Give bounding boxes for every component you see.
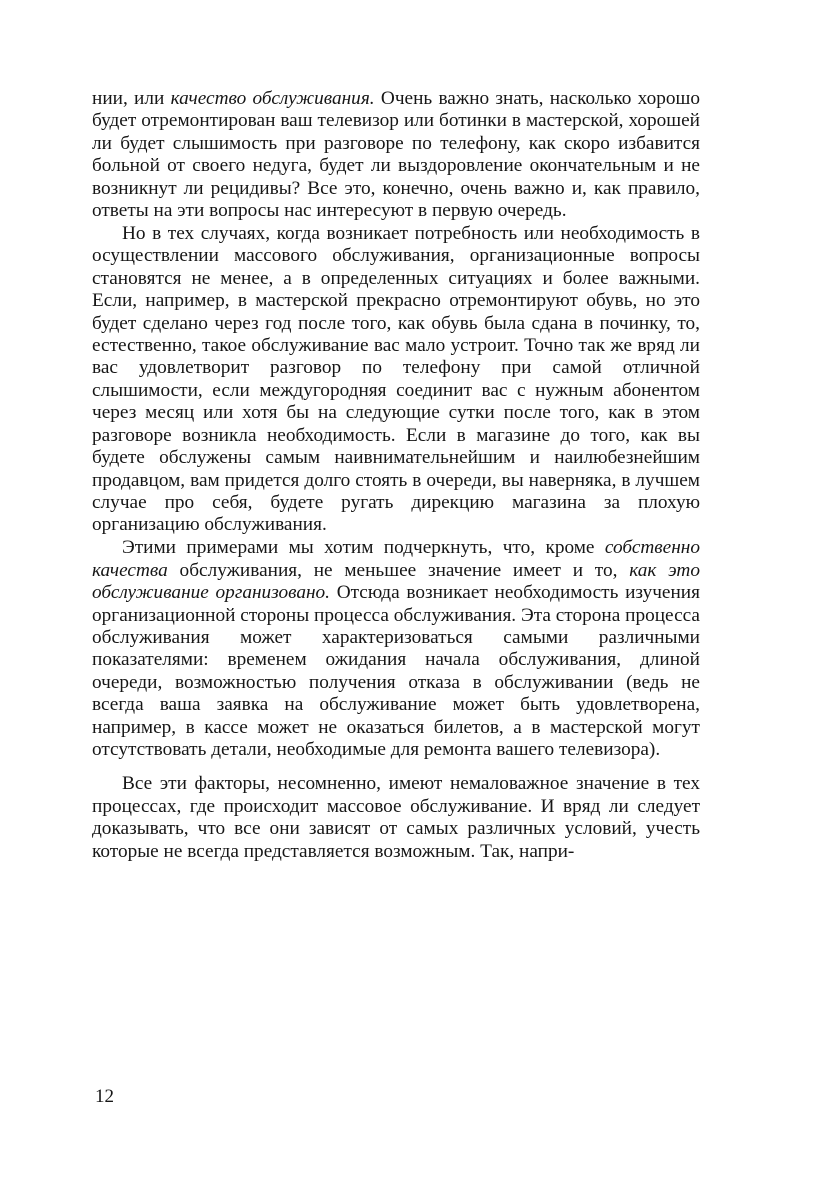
paragraph-1-italic-quality: качество обслуживания. (170, 88, 375, 109)
paragraph-1-part-3: Очень важно знать, насколько хорошо будет отремонтирован ваш телевизор или ботинки в мастерской, хорошей ли будет слышимость при разговоре по телефону, как скоро избавится больной от своего недуга, будет ли выздоровление окончательным и не возникнут ли рецидивы? Все это, конечно, очень важно и, как правило, ответы на эти вопросы нас интересуют в первую очередь. (92, 88, 700, 222)
paragraph-3-part-1: Этими примерами мы хотим подчеркнуть, что, кроме (122, 537, 605, 559)
paragraph-2 (92, 223, 700, 537)
paragraph-3 (92, 537, 700, 761)
paragraph-3-part-3: обслуживания, не меньшее значение имеет и то, (167, 559, 630, 581)
book-page (92, 88, 700, 863)
paragraph-4-text: Все эти факторы, несомненно, имеют немаловажное значение в тех процессах, где происходит массовое обслуживание. И вряд ли следует доказывать, что все они зависят от самых различных условий, учесть которые не всегда представляется возможным. Так, напри- (92, 773, 700, 862)
paragraph-3-part-5: Отсюда возникает необходимость изучения организационной стороны процесса обслуживания. Эта сторона процесса обслуживания может характеризоваться самыми различными показателями: временем ожидания начала обслуживания, длиной очереди, возможностью получения отказа в обслуживании (ведь не всегда ваша заявка на обслуживание может быть удовлетворена, например, в кассе может не оказаться билетов, а в мастерской могут отсутствовать детали, необходимые для ремонта вашего телевизора). (92, 582, 700, 760)
paragraph-1 (92, 88, 700, 222)
paragraph-1-part-1: нии, или (92, 88, 171, 109)
paragraph-3-italic-organization: как это обслуживание организовано. (92, 559, 700, 604)
paragraph-2-text: Но в тех случаях, когда возникает потребность или необходимость в осуществлении массового обслуживания, организационные вопросы становятся не менее, а в определенных ситуациях и более важными. Если, например, в мастерской прекрасно отремонтируют обувь, но это будет сделано через год после того, как обувь была сдана в починку, то, естественно, такое обслуживание вас мало устроит. Точно так же вряд ли вас удовлетворит разговор по телефону при самой отличной слышимости, если междугородняя соединит вас с нужным абонентом через месяц или хотя бы на следующие сутки после того, как в этом разговоре возникла необходимость. Если в магазине до того, как вы будете обслужены самым наивнимательнейшим и наилюбезнейшим продавцом, вам придется долго стоять в очереди, вы наверняка, в лучшем случае про себя, будете ругать дирекцию магазина за плохую организацию обслуживания. (92, 223, 700, 536)
paragraph-3-italic-proper-quality: собственно качества (92, 537, 700, 581)
page-number: 12 (95, 1086, 114, 1107)
paragraph-4 (92, 773, 700, 863)
